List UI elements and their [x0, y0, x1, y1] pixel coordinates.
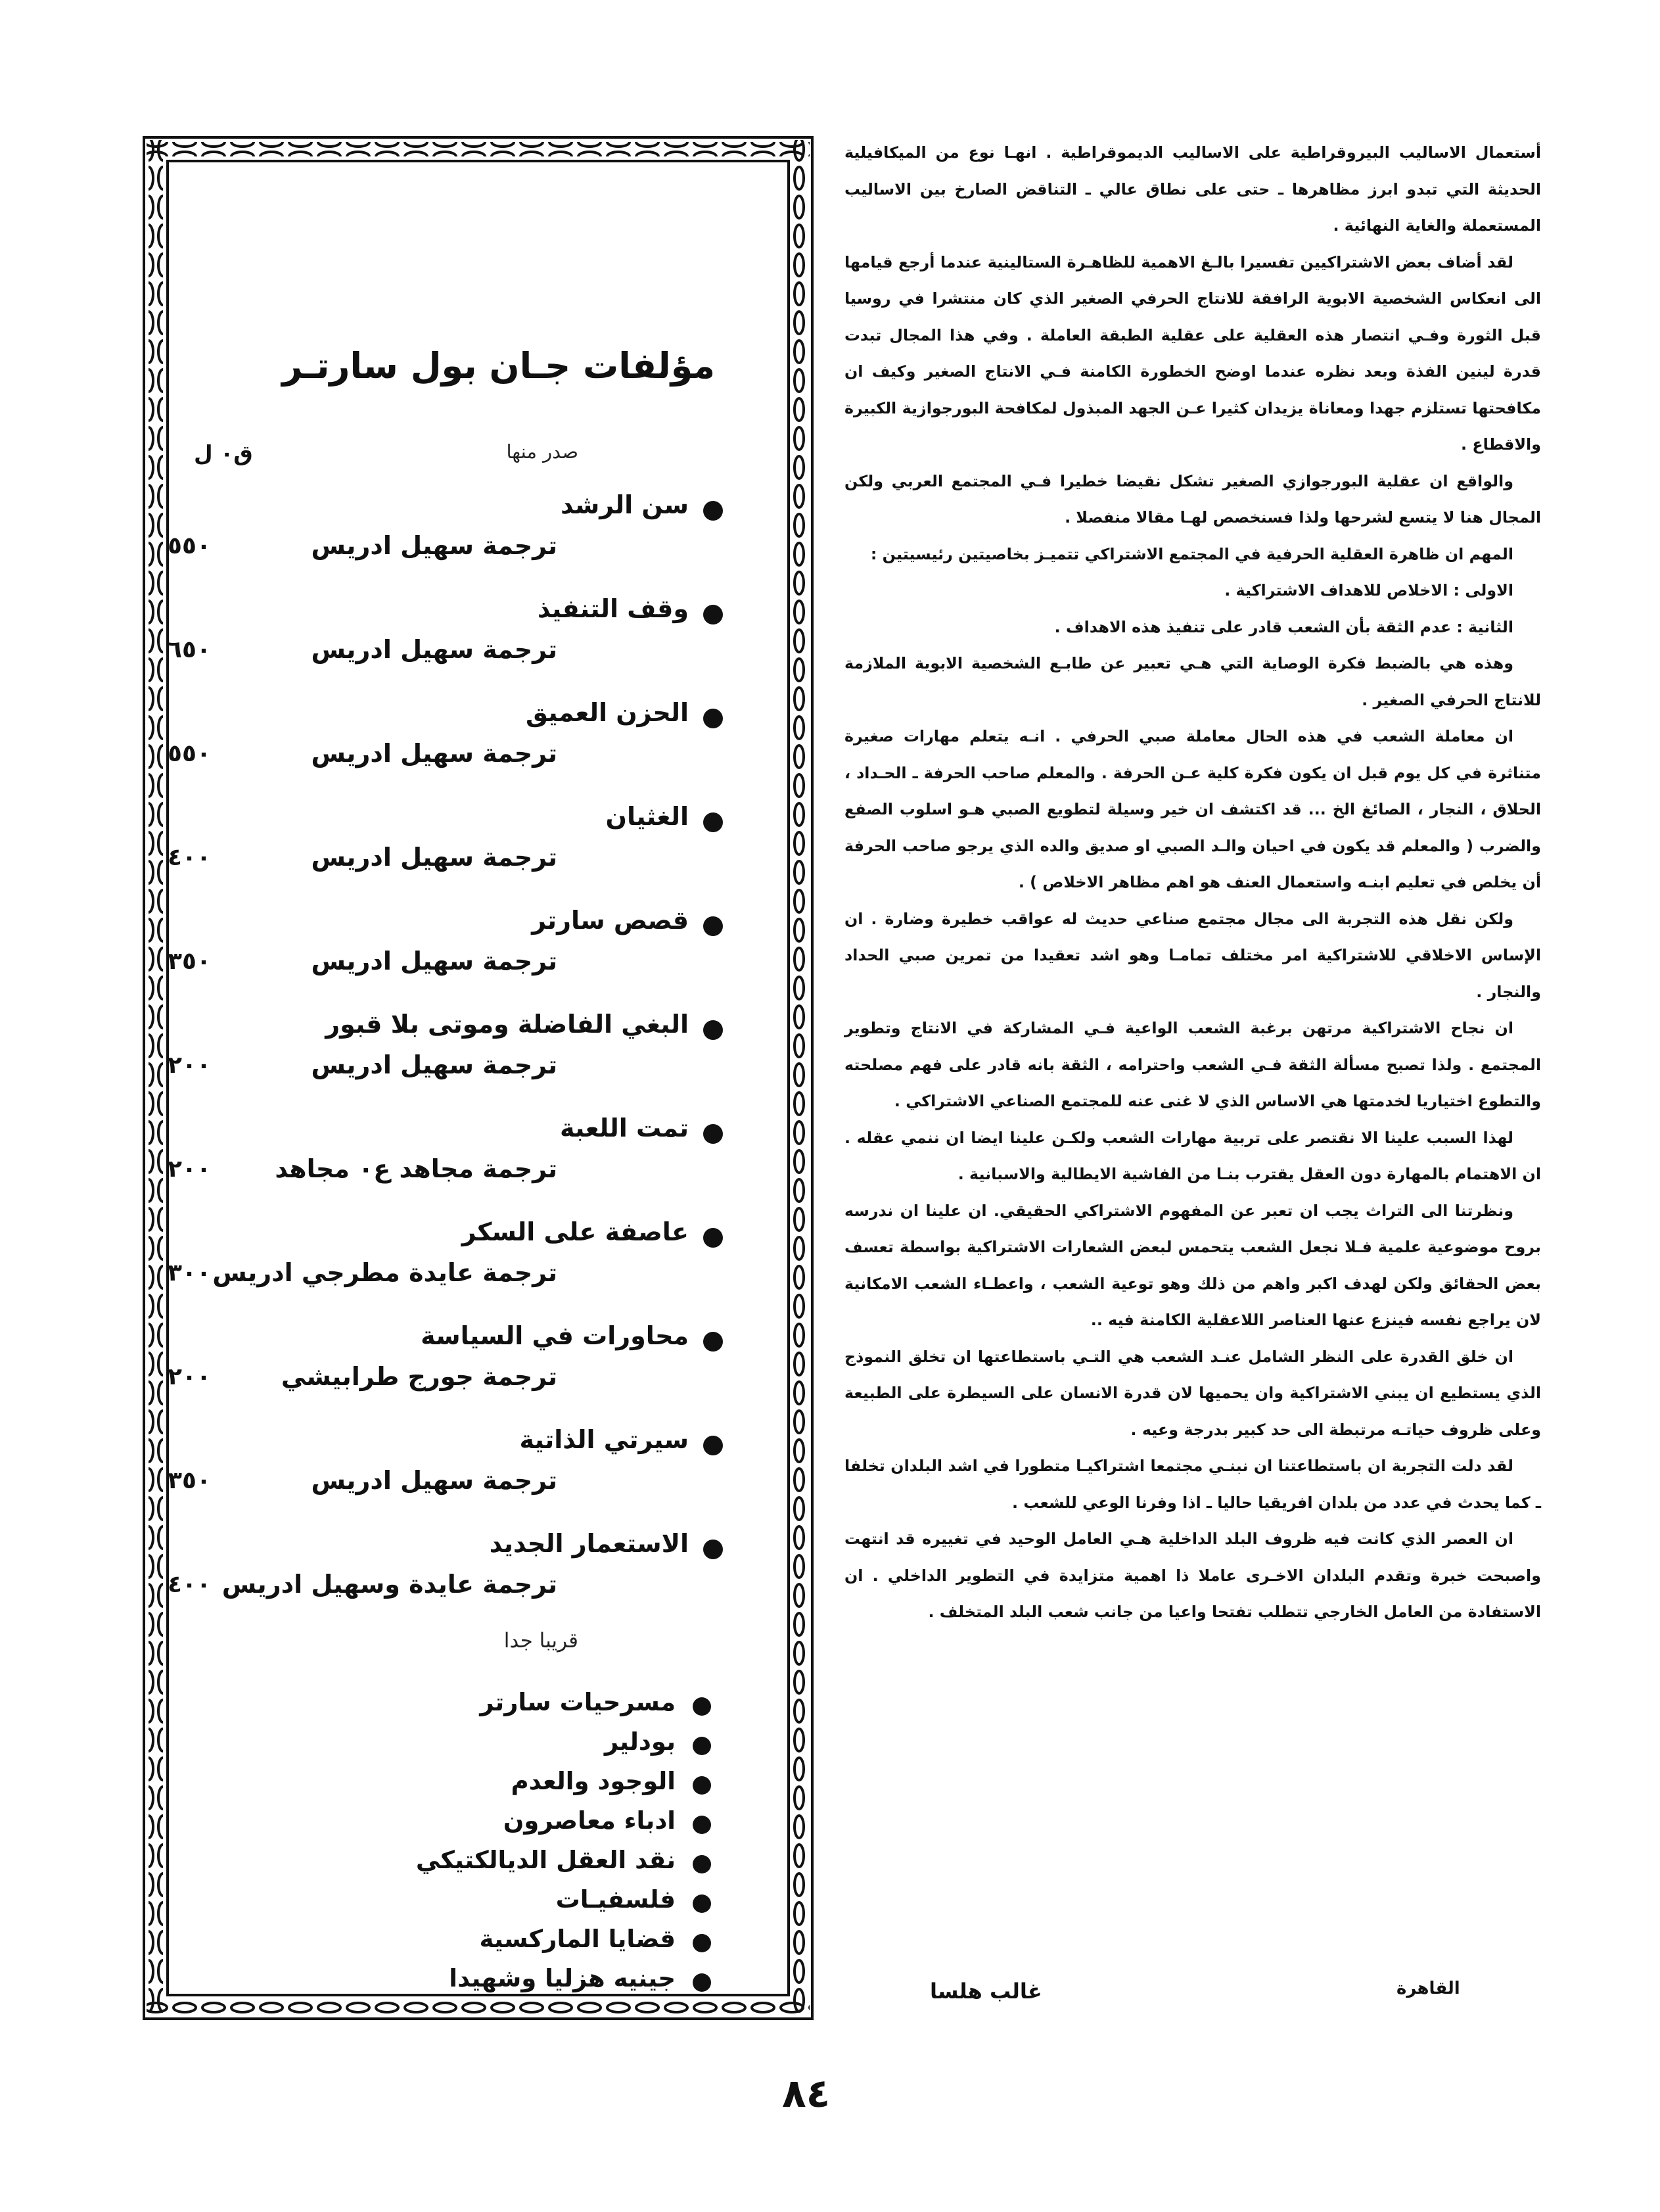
coming-soon-label: قريبا جدا — [503, 1629, 578, 1653]
article-paragraph: الثانية : عدم الثقة بأن الشعب قادر على تنفيذ هذه الاهداف . — [1054, 617, 1513, 636]
currency-label: ق٠ ل — [194, 440, 253, 466]
book-price: ٣٥٠ — [168, 948, 211, 975]
bullet-icon — [693, 1697, 711, 1716]
bullet-icon — [693, 1776, 711, 1795]
book-title: محاورات في السياسة — [421, 1321, 689, 1350]
book-entry — [141, 1116, 815, 1195]
book-entry — [141, 1425, 815, 1507]
book-translator: ترجمة سهيل ادريس — [311, 635, 557, 664]
bullet-icon — [693, 1737, 711, 1755]
bullet-icon — [703, 1540, 723, 1559]
book-title: الحزن العميق — [526, 698, 689, 727]
book-entry — [141, 594, 815, 676]
book-price: ٢٠٠ — [168, 1363, 211, 1390]
book-translator: ترجمة سهيل ادريس — [311, 739, 557, 768]
book-title: قصص سارتر — [532, 906, 689, 935]
coming-soon-title: الوجود والعدم — [511, 1767, 676, 1795]
bullet-icon — [693, 1894, 711, 1913]
book-translator: ترجمة جورج طرابيشي — [281, 1362, 557, 1391]
page-number: ٨٤ — [782, 2071, 831, 2117]
article-city: القاهرة — [1396, 1979, 1460, 1998]
bullet-icon — [703, 1228, 723, 1248]
book-entry — [141, 908, 815, 987]
article-paragraph: ونظرتنا الى التراث يجب ان تعبر عن المفهوم الاشتراكي الحقيقي. ان علينا ان ندرسه بروح موضوعية علمية فـلا نجعل الشعب يتحمس لبعض الشعارات الاشتراكية بواسطة تعسف بعض الحقائق ولكن لهدف اكبر واهم من ذلك وهو توعية الشعب ، واعطـاء الشعب الامكانية لان يراجع نفسه فينزع عنها العناصر اللاعقلية الكامنة فيه .. — [844, 1201, 1541, 1329]
book-title: وقف التنفيذ — [537, 594, 689, 623]
bullet-icon — [703, 709, 723, 728]
book-entry — [141, 490, 815, 572]
book-title: عاصفة على السكر — [461, 1217, 689, 1246]
book-translator: ترجمة سهيل ادريس — [311, 947, 557, 976]
book-price: ٣٥٠ — [168, 1467, 211, 1494]
book-entry — [141, 1217, 815, 1299]
article-paragraph: ان نجاح الاشتراكية مرتهن برغبة الشعب الواعية فـي المشاركة في الانتاج وتطوير المجتمع . ولذا تصبح مسألة الثقة فـي الشعب واحترامه ، الثقة بانه قادر على فهم مصلحته والتطوع اختياريا لخدمتها هي الاساس الذي لا غنى عنه للمجتمع الصناعي الاشتراكي . — [844, 1019, 1541, 1110]
coming-soon-title: بودلير — [604, 1728, 676, 1756]
book-entry — [141, 1321, 815, 1403]
book-price: ٤٠٠ — [168, 844, 211, 871]
coming-soon-title: جينيه هزليا وشهيدا — [449, 1964, 676, 1992]
book-title: الغثيان — [605, 802, 689, 831]
sartre-books-box — [141, 135, 815, 2021]
coming-soon-item — [141, 1806, 815, 1843]
article-paragraph: ان خلق القدرة على النظر الشامل عنـد الشعب هي التـي باستطاعتها ان تخلق النموذج الذي يستطيع ان يبني الاشتراكية وان يحميها لان قدرة الانسان على السيطرة على الطبيعة وعلى ظروف حياتـه مرتبطة الى حد كبير بدرجة وعيه . — [844, 1347, 1541, 1439]
book-entry — [141, 1529, 815, 1611]
bullet-icon — [703, 1124, 723, 1144]
article-paragraph: ان العصر الذي كانت فيه ظروف البلد الداخلية هـي العامل الوحيد في تغييره قد انتهت واصبحت خبرة وتقدم البلدان الاخـرى عاملا ذا اهمية متزايدة في التطوير الداخلي . ان الاستفادة من العامل الخارجي تتطلب تفتحا واعيا من جانب شعب البلد المتخلف . — [844, 1530, 1541, 1621]
coming-soon-item — [141, 1688, 815, 1724]
published-label: صدر منها — [506, 440, 578, 463]
bullet-icon — [703, 1020, 723, 1040]
article-body — [844, 135, 1541, 1631]
bullet-icon — [693, 1855, 711, 1873]
book-translator: ترجمة سهيل ادريس — [311, 1050, 557, 1079]
book-translator: ترجمة سهيل ادريس — [311, 531, 557, 560]
bullet-icon — [703, 1436, 723, 1455]
coming-soon-title: نقد العقل الديالكتيكي — [415, 1846, 676, 1874]
article-paragraph: لقد أضاف بعض الاشتراكيين تفسيرا بالـغ الاهمية للظاهـرة الستالينية عندما أرجع قيامها الى انعكاس الشخصية الابوية الرافقة للانتاج الحرفي الصغير الذي كان منتشرا في روسيا قبل الثورة وفـي انتصار هذه العقلية على عقلية الطبقة العاملة . وفي هذا المجال تبدت قدرة لينين الفذة وبعد نظره عندما اوضح الخطورة الكامنة فـي الانتاج الصغير وكيف ان مكافحتها تستلزم جهدا ومعاناة يزيدان كثيرا عـن الجهد المبذول لمكافحة البورجوازية الكبيرة والاقطاع . — [844, 252, 1541, 454]
article-paragraph: أستعمال الاساليب البيروقراطية على الاساليب الديموقراطية . انهـا نوع من الميكافيلية الحديثة التي تبدو ابرز مظاهرها ـ حتى على نطاق عالي ـ التناقض الصارخ بين الاساليب المستعملة والغاية النهائية . — [844, 143, 1541, 235]
book-price: ٢٠٠ — [168, 1156, 211, 1183]
article-paragraph: الاولى : الاخلاص للاهداف الاشتراكية . — [1224, 581, 1513, 600]
book-title: سن الرشد — [560, 490, 689, 519]
box-title: مؤلفات جـان بول سارتـر — [282, 345, 715, 387]
book-price: ٥٥٠ — [168, 740, 211, 767]
bullet-icon — [703, 812, 723, 832]
bullet-icon — [693, 1816, 711, 1834]
article-author: غالب هلسا — [930, 1979, 1042, 2004]
coming-soon-title: مسرحيات سارتر — [480, 1688, 676, 1716]
coming-soon-title: قضايا الماركسية — [479, 1925, 676, 1953]
bullet-icon — [693, 1973, 711, 1992]
book-entry — [141, 698, 815, 780]
coming-soon-title: فلسفيـات — [555, 1885, 676, 1914]
book-translator: ترجمة سهيل ادريس — [311, 843, 557, 872]
book-translator: ترجمة مجاهد ع٠ مجاهد — [275, 1154, 557, 1183]
article-paragraph: ان معاملة الشعب في هذه الحال معاملة صبي الحرفي . انـه يتعلم مهارات صغيرة متناثرة في كل يوم قبل ان يكون فكرة كلية عـن الحرفة . والمعلم صاحب الحرفة ـ الحـداد ، الحلاق ، النجار ، الصائغ الخ ... قد اكتشف ان خير وسيلة لتطويع الصبي هـو اسلوب الصفع والضرب ( والمعلم قد يكون في احيان والـد الصبي او صديق والده الذي يرجو صاحب الحرفة أن يخلص في تعليم ابنـه واستعمال العنف هو اهم مظاهر الاخلاص ) . — [844, 727, 1541, 891]
book-translator: ترجمة عايدة وسهيل ادريس — [221, 1570, 557, 1599]
article-paragraph: والواقع ان عقلية البورجوازي الصغير تشكل نقيضا خطيرا فـي المجتمع العربي ولكن المجال هنا لا يتسع لشرحها ولذا فسنخصص لهـا مقالا منفصلا . — [844, 471, 1541, 527]
coming-soon-item — [141, 1885, 815, 1921]
coming-soon-item — [141, 1767, 815, 1803]
book-translator: ترجمة عايدة مطرجي ادريس — [212, 1258, 557, 1287]
bullet-icon — [703, 1332, 723, 1352]
book-translator: ترجمة سهيل ادريس — [311, 1466, 557, 1495]
book-price: ٤٠٠ — [168, 1571, 211, 1598]
bullet-icon — [703, 916, 723, 936]
bullet-icon — [703, 501, 723, 521]
book-entry — [141, 802, 815, 883]
book-price: ٥٥٠ — [168, 532, 211, 559]
book-entry — [141, 1012, 815, 1091]
article-paragraph: لقد دلت التجربة ان باستطاعتنا ان نبنـي مجتمعا اشتراكيـا متطورا في اشد البلدان تخلفا ـ كما يحدث في عدد من بلدان افريقيا حاليا ـ اذا وفرنا الوعي للشعب . — [844, 1457, 1541, 1512]
article-paragraph: وهذه هي بالضبط فكرة الوصاية التي هـي تعبير عن طابـع الشخصية الابوية الملازمة للانتاج الحرفي الصغير . — [844, 654, 1541, 709]
book-title: الاستعمار الجديد — [489, 1529, 689, 1558]
book-title: سيرتي الذاتية — [519, 1425, 689, 1454]
article-paragraph: المهم ان ظاهرة العقلية الحرفية في المجتمع الاشتراكي تتميـز بخاصيتين رئيسيتين : — [870, 544, 1513, 563]
bullet-icon — [703, 605, 723, 624]
coming-soon-item — [141, 1964, 815, 2000]
article-paragraph: ولكن نقل هذه التجربة الى مجال مجتمع صناعي حديث له عواقب خطيرة وضارة . ان الإساس الاخلاقي للاشتراكية امر مختلف تمامـا وهو اشد تعقيدا من تمرين صبي الحداد والنجار . — [844, 909, 1541, 1001]
bullet-icon — [693, 1934, 711, 1952]
coming-soon-item — [141, 1846, 815, 1882]
coming-soon-item — [141, 1925, 815, 1961]
book-price: ٦٥٠ — [168, 636, 211, 663]
book-price: ٣٠٠ — [168, 1259, 211, 1286]
article-paragraph: لهذا السبب علينا الا نقتصر على تربية مهارات الشعب ولكـن علينا ايضا ان ننمي عقله . ان الاهتمام بالمهارة دون العقل يقترب بنـا من الفاشية الايطالية والاسبانية . — [844, 1128, 1541, 1183]
book-price: ٢٠٠ — [168, 1052, 211, 1079]
book-title: تمت اللعبة — [559, 1114, 689, 1142]
coming-soon-item — [141, 1728, 815, 1764]
book-title: البغي الفاضلة وموتى بلا قبور — [325, 1010, 689, 1039]
coming-soon-title: ادباء معاصرون — [503, 1806, 676, 1835]
